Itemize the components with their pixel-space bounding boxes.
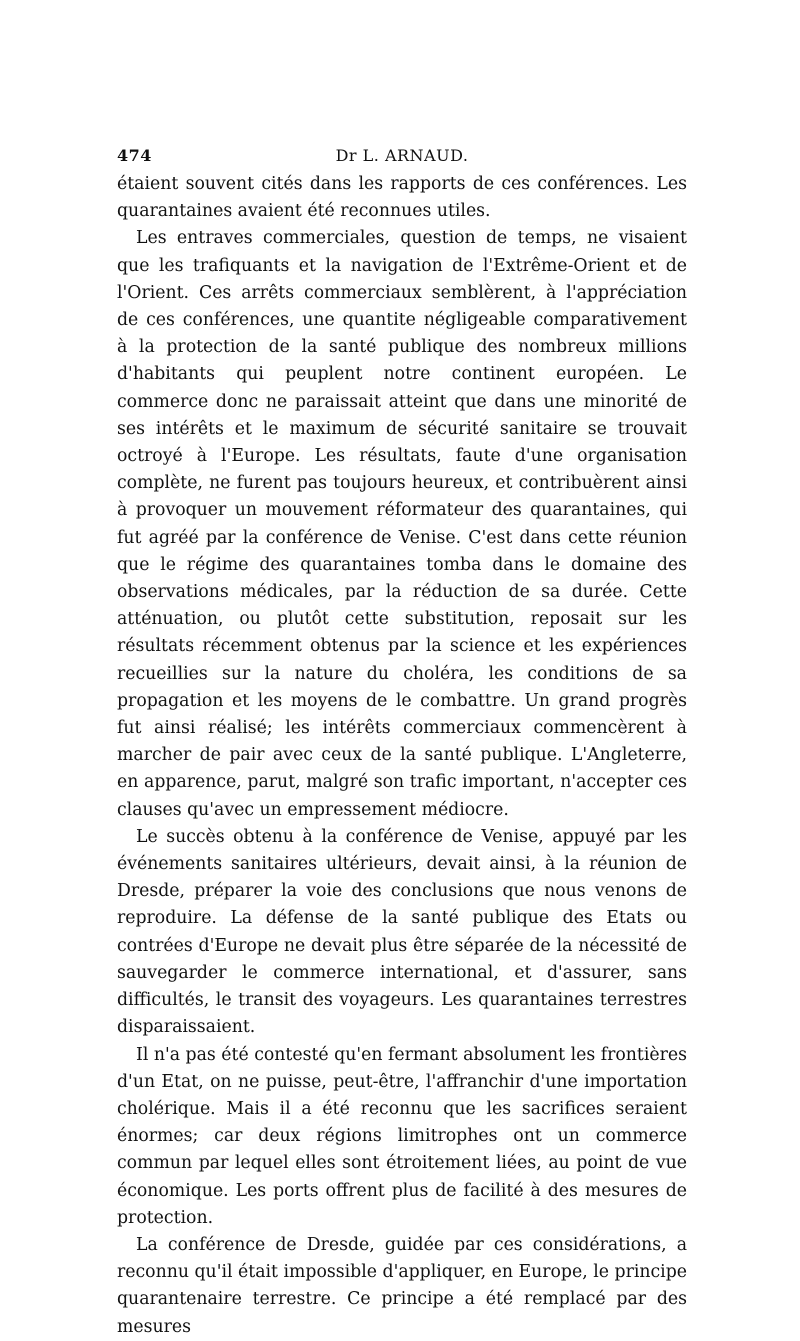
paragraph: La conférence de Dresde, guidée par ces considérations, a reconnu qu'il était impossible d'appliquer, en Europe, le principe quarantenaire terrestre. Ce principe a été remplacé par des mesures — [117, 1234, 687, 1337]
body-text — [117, 171, 687, 1341]
paragraph: Les entraves commerciales, question de temps, ne visaient que les trafiquants et la navigation de l'Extrême-Orient et de l'Orient. Ces arrêts commerciaux semblèrent, à l'appréciation de ces conférences, une quantite négligeable comparativement à la protection de la santé publique des nombreux millions d'habitants qui peuplent notre continent européen. Le commerce donc ne paraissait atteint que dans une minorité de ses intérêts et le maximum de sécurité sanitaire se trouvait octroyé à l'Europe. Les résultats, faute d'une organisation complète, ne furent pas toujours heureux, et contribuèrent ainsi à provoquer un mouvement réformateur des quarantaines, qui fut agréé par la conférence de Venise. C'est dans cette réunion que le régime des quarantaines tomba dans le domaine des observations médicales, par la réduction de sa durée. Cette atténuation, ou plutôt cette substitution, reposait sur les résultats récemment obtenus par la science et les expériences recueillies sur la nature du choléra, les conditions de sa propagation et les moyens de le combattre. Un grand progrès fut ainsi réalisé; les intérêts commerciaux commencèrent à marcher de pair avec ceux de la santé publique. L'Angleterre, en apparence, parut, malgré son trafic important, n'accepter ces clauses qu'avec un empressement médiocre. — [117, 228, 687, 820]
running-head: Dr L. ARNAUD. — [335, 146, 469, 165]
paragraph: Il n'a pas été contesté qu'en fermant absolument les frontières d'un Etat, on ne puisse, peut-être, l'affranchir d'une importation cholérique. Mais il a été reconnu que les sacrifices seraient énormes; car deux régions limitrophes ont un commerce commun par lequel elles sont étroitement liées, au point de vue économique. Les ports offrent plus de facilité à des mesures de protection. — [117, 1044, 687, 1228]
page-header — [117, 146, 687, 170]
page-number: 474 — [117, 146, 152, 165]
paragraph: Le succès obtenu à la conférence de Venise, appuyé par les événements sanitaires ultérieurs, devait ainsi, à la réunion de Dresde, préparer la voie des conclusions que nous venons de reproduire. La défense de la santé publique des Etats ou contrées d'Europe ne devait plus être séparée de la nécessité de sauvegarder le commerce international, et d'assurer, sans difficultés, le transit des voyageurs. Les quarantaines terrestres disparaissaient. — [117, 826, 687, 1038]
paragraph-continuation: étaient souvent cités dans les rapports de ces conférences. Les quarantaines avaient été reconnues utiles. — [117, 174, 687, 222]
